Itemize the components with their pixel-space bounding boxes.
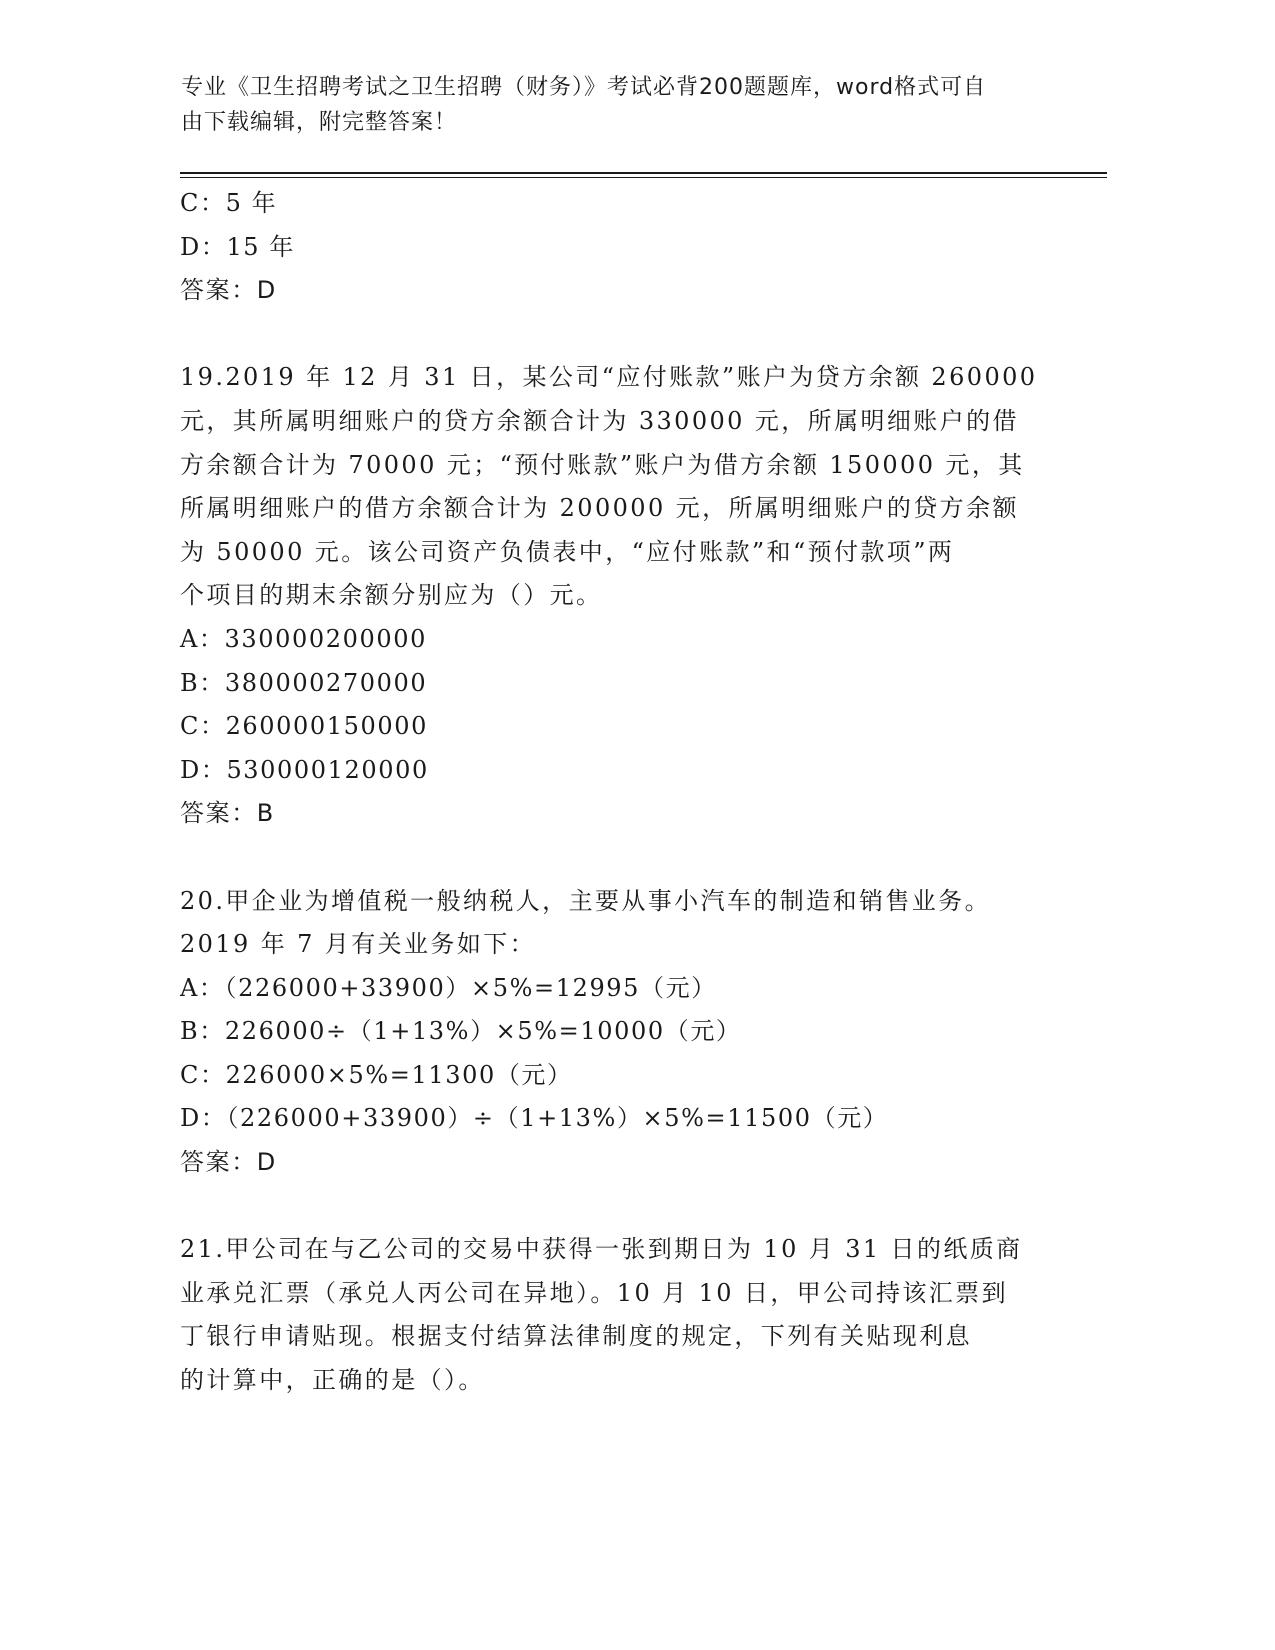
question-19-option-d: D：530000120000	[180, 755, 429, 784]
question-19-line-6: 个项目的期末余额分别应为（）元。	[180, 581, 603, 610]
question-19-line-5: 为 50000 元。该公司资产负债表中，“应付账款”和“预付款项”两	[180, 537, 955, 566]
question-19-option-a: A：330000200000	[180, 624, 427, 653]
option-d: D：15 年	[180, 232, 296, 261]
question-20-option-b: B：226000÷（1+13%）×5%=10000（元）	[180, 1017, 742, 1046]
header-line-1: 专业《卫生招聘考试之卫生招聘（财务）》考试必背200题题库，word格式可自	[181, 75, 987, 100]
question-21-line-3: 丁银行申请贴现。根据支付结算法律制度的规定，下列有关贴现利息	[180, 1322, 972, 1351]
spacer	[180, 1185, 1040, 1229]
question-19	[180, 356, 1040, 618]
question-20-line-1: 20.甲企业为增值税一般纳税人，主要从事小汽车的制造和销售业务。	[180, 886, 991, 915]
question-19-answer: 答案：B	[180, 799, 275, 828]
question-19-line-2: 元，其所属明细账户的贷方余额合计为 330000 元，所属明细账户的借	[180, 406, 1019, 435]
question-19-option-b: B：380000270000	[180, 668, 428, 697]
question-21-line-2: 业承兑汇票（承兑人丙公司在异地）。10 月 10 日，甲公司持该汇票到	[180, 1278, 1008, 1307]
answer-line: 答案：D	[180, 276, 277, 305]
question-19-line-4: 所属明细账户的借方余额合计为 200000 元，所属明细账户的贷方余额	[180, 494, 1019, 523]
question-20	[180, 880, 1040, 967]
question-20-line-2: 2019 年 7 月有关业务如下：	[180, 930, 537, 959]
question-19-options	[180, 618, 1040, 836]
question-19-line-3: 方余额合计为 70000 元；“预付账款”账户为借方余额 150000 元，其	[180, 450, 1025, 479]
option-c: C：5 年	[180, 189, 278, 217]
question-20-option-d: D：（226000+33900）÷（1+13%）×5%=11500（元）	[180, 1104, 889, 1133]
question-20-option-a: A：（226000+33900）×5%=12995（元）	[180, 973, 717, 1002]
spacer	[180, 836, 1040, 880]
question-21-line-1: 21.甲公司在与乙公司的交易中获得一张到期日为 10 月 31 日的纸质商	[180, 1235, 1023, 1264]
question-19-option-c: C：260000150000	[180, 712, 428, 741]
question-21	[180, 1228, 1040, 1402]
header-divider-thin	[180, 177, 1107, 178]
header-line-2: 由下载编辑，附完整答案！	[181, 110, 458, 135]
question-20-answer: 答案：D	[180, 1148, 277, 1177]
spacer	[180, 313, 1040, 357]
question-19-line-1: 19.2019 年 12 月 31 日，某公司“应付账款”账户为贷方余额 260000	[180, 363, 1038, 392]
page-header	[181, 70, 1041, 140]
question-21-line-4: 的计算中，正确的是（）。	[180, 1366, 485, 1395]
question-20-option-c: C：226000×5%=11300（元）	[180, 1060, 573, 1089]
header-divider-thick	[180, 172, 1107, 174]
question-20-options	[180, 967, 1040, 1185]
question-content	[180, 182, 1040, 1403]
previous-question-tail	[180, 182, 1040, 313]
